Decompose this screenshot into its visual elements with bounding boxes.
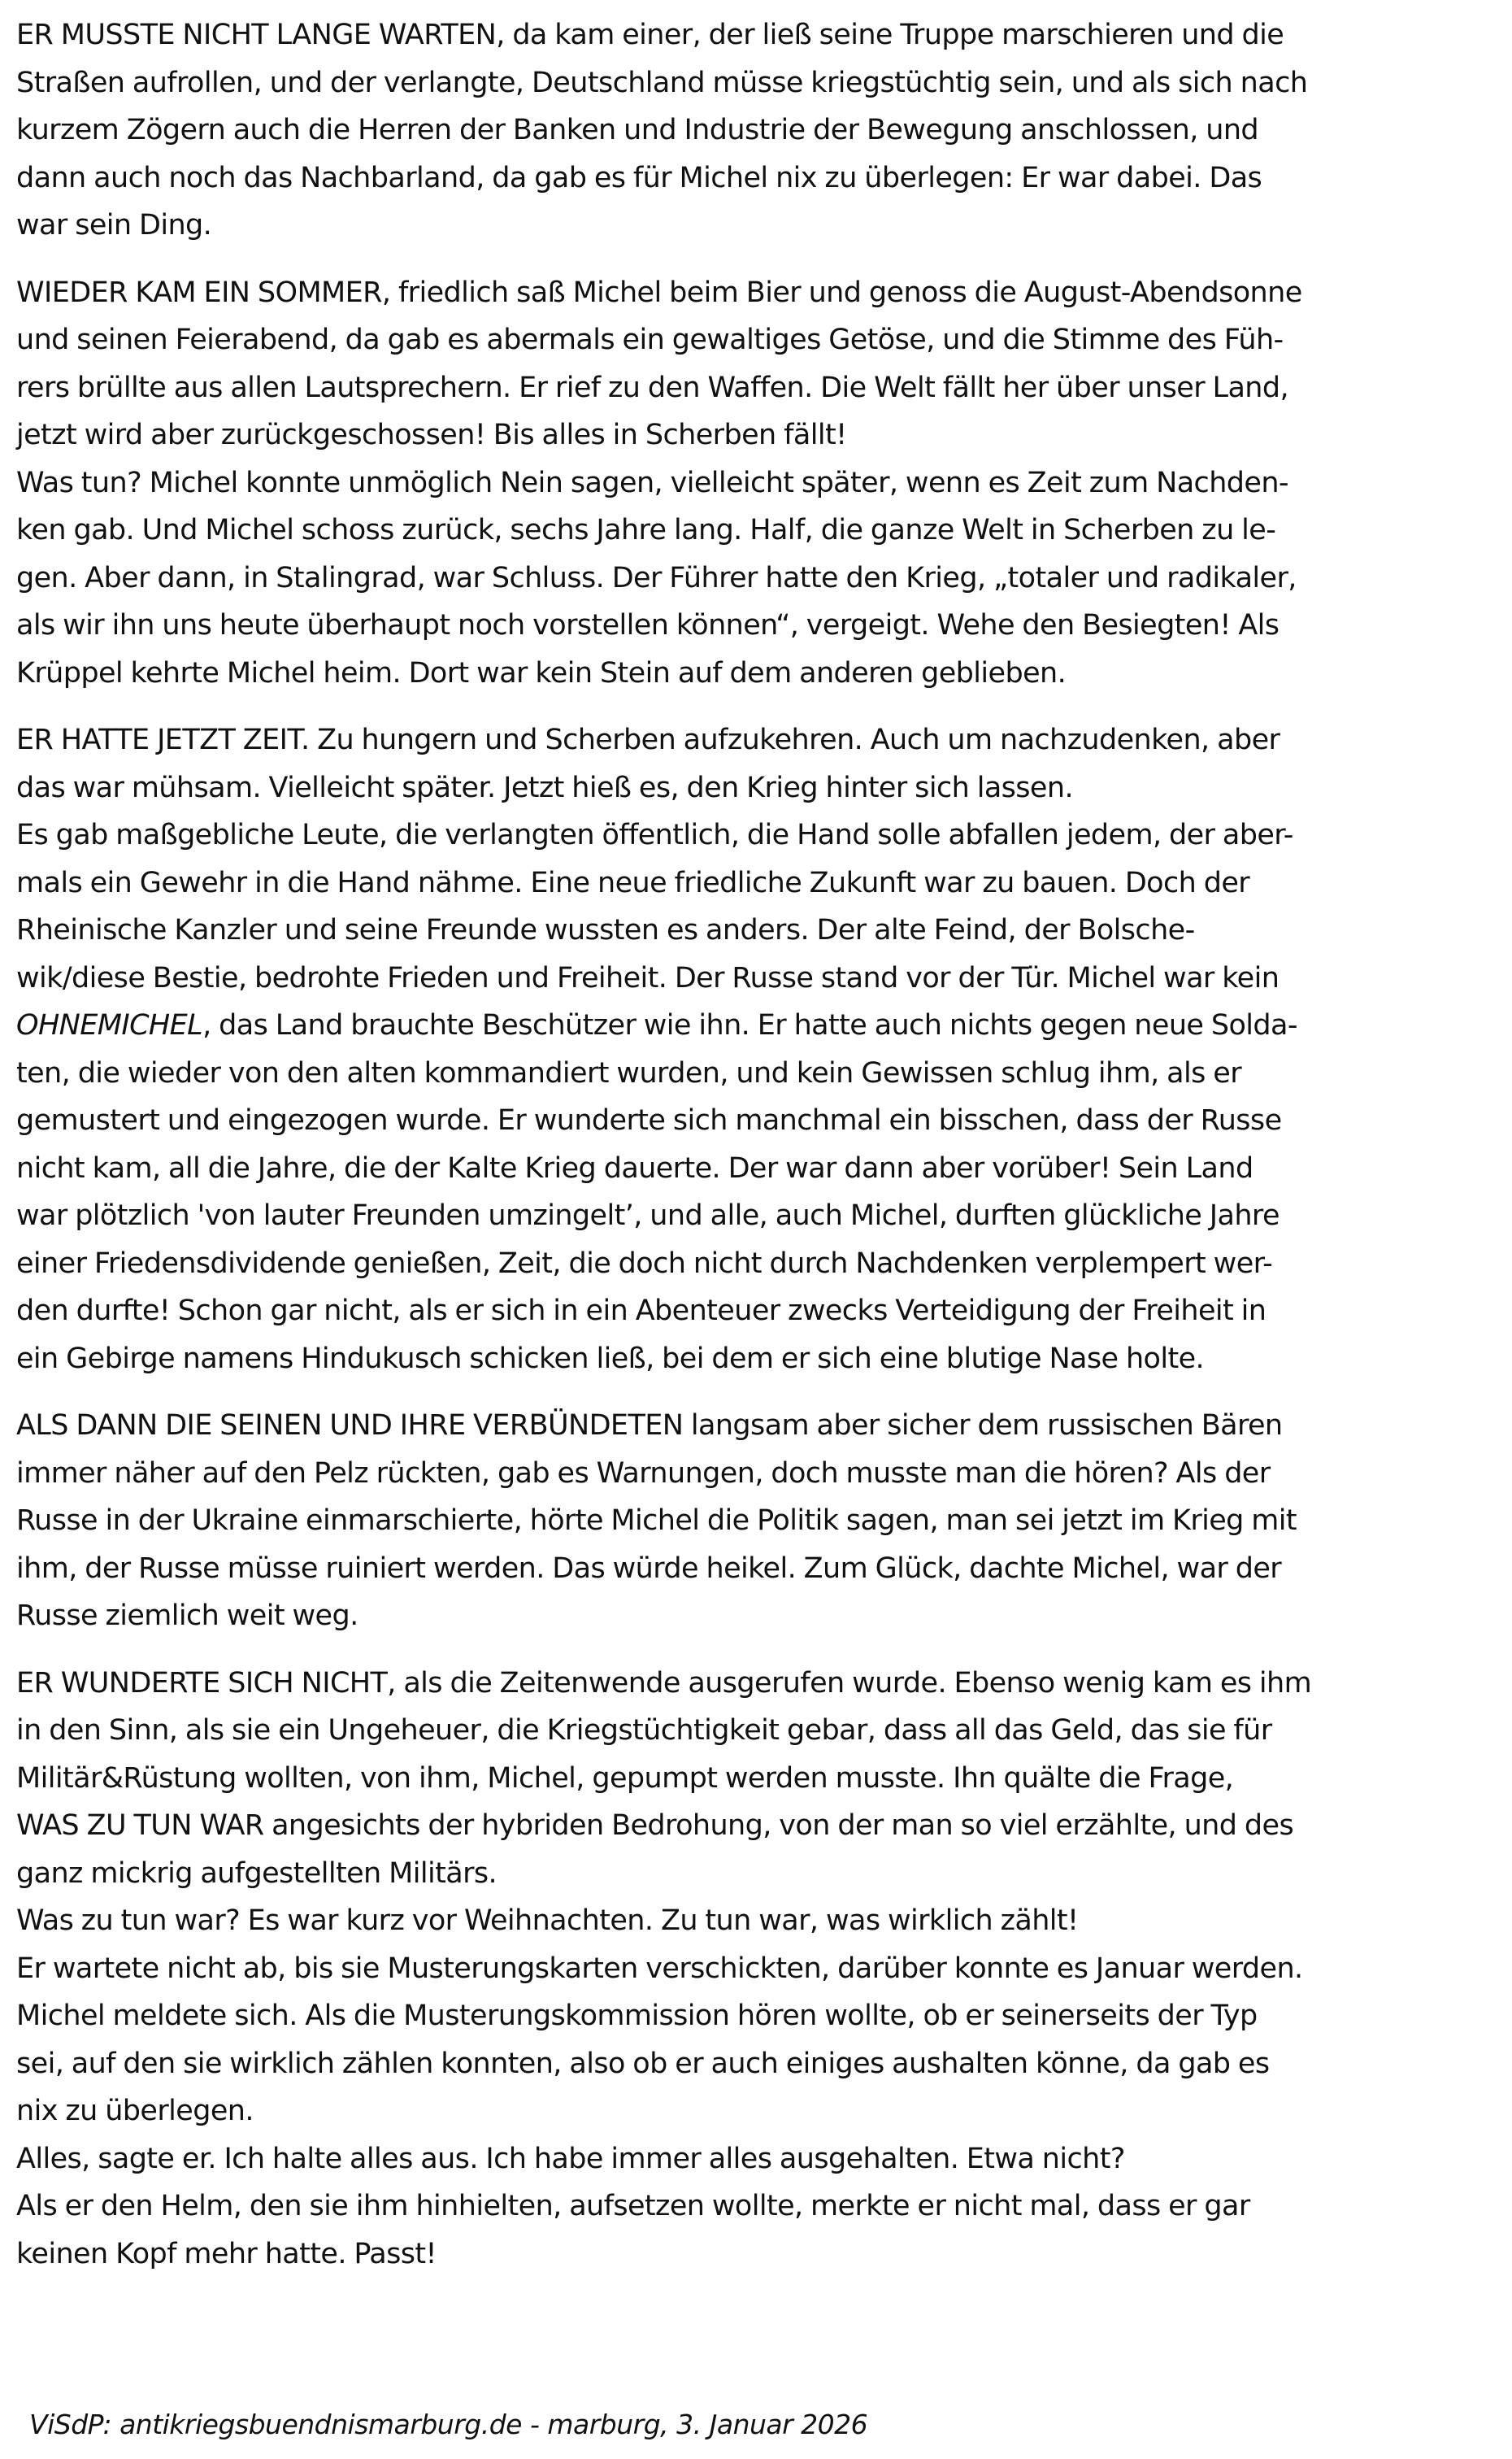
text-line: ihm, der Russe müsse ruiniert werden. Das würde heikel. Zum Glück, dachte Michel, war der [16, 1552, 1282, 1585]
text-line: ken gab. Und Michel schoss zurück, sechs Jahre lang. Half, die ganze Welt in Scherben zu le- [16, 514, 1276, 546]
text-line: wik/diese Bestie, bedrohte Frieden und Freiheit. Der Russe stand vor der Tür. Michel war kein [16, 961, 1280, 994]
document-body [16, 11, 1504, 2297]
text-line: immer näher auf den Pelz rückten, gab es Warnungen, doch musste man die hören? Als der [16, 1456, 1271, 1490]
ohnemichel-italic: OHNEMICHEL [16, 1009, 203, 1042]
text-line: einer Friedensdividende genießen, Zeit, die doch nicht durch Nachdenken verplempert wer- [16, 1247, 1273, 1280]
text-line: jetzt wird aber zurückgeschossen! Bis alles in Scherben fällt! [16, 419, 847, 451]
text-line: dann auch noch das Nachbarland, da gab es für Michel nix zu überlegen: Er war dabei. Das [16, 161, 1262, 194]
ohnemichel-line-rest: , das Land brauchte Beschützer wie ihn. Er hatte auch nichts gegen neue Solda- [202, 1009, 1297, 1042]
text-line: Er wartete nicht ab, bis sie Musterungskarten verschickten, darüber konnte es Januar werden. [16, 1952, 1303, 1985]
text-line: gemustert und eingezogen wurde. Er wunderte sich manchmal ein bisschen, dass der Russe [16, 1104, 1282, 1137]
text-line: ER WUNDERTE SICH NICHT, als die Zeitenwende ausgerufen wurde. Ebenso wenig kam es ihm [16, 1666, 1312, 1700]
paragraph-2 [16, 269, 1504, 698]
text-line: Was zu tun war? Es war kurz vor Weihnachten. Zu tun war, was wirklich zählt! [16, 1904, 1079, 1937]
text-line: Was tun? Michel konnte unmöglich Nein sagen, vielleicht später, wenn es Zeit zum Nachden- [16, 466, 1288, 499]
text-line: Alles, sagte er. Ich halte alles aus. Ich habe immer alles ausgehalten. Etwa nicht? [16, 2142, 1125, 2175]
text-line-ohnemichel [16, 1002, 1504, 1050]
text-line: WIEDER KAM EIN SOMMER, friedlich saß Michel beim Bier und genoss die August-Abendsonne [16, 276, 1302, 309]
text-line: gen. Aber dann, in Stalingrad, war Schluss. Der Führer hatte den Krieg, „totaler und radikaler, [16, 561, 1297, 594]
text-line: sei, auf den sie wirklich zählen konnten, also ob er auch einiges aushalten könne, da gab es [16, 2047, 1270, 2080]
text-line: ER HATTE JETZT ZEIT. Zu hungern und Scherben aufzukehren. Auch um nachzudenken, aber [16, 724, 1280, 756]
text-line: rers brüllte aus allen Lautsprechern. Er rief zu den Waffen. Die Welt fällt her über unser Land, [16, 371, 1289, 404]
text-line: Russe ziemlich weit weg. [16, 1599, 358, 1632]
text-line: als wir ihn uns heute überhaupt noch vorstellen können“, vergeigt. Wehe den Besiegten! Als [16, 609, 1280, 642]
text-line: Russe in der Ukraine einmarschierte, hörte Michel die Politik sagen, man sei jetzt im Krieg mit [16, 1504, 1297, 1537]
text-line: kurzem Zögern auch die Herren der Banken und Industrie der Bewegung anschlossen, und [16, 114, 1259, 146]
text-line: ER MUSSTE NICHT LANGE WARTEN, da kam einer, der ließ seine Truppe marschieren und die [16, 19, 1284, 51]
text-line: den durfte! Schon gar nicht, als er sich in ein Abenteuer zwecks Verteidigung der Freiheit in [16, 1295, 1267, 1327]
text-line: Als er den Helm, den sie ihm hinhielten, aufsetzen wollte, merkte er nicht mal, dass er gar [16, 2190, 1250, 2222]
text-line: und seinen Feierabend, da gab es abermals ein gewaltiges Getöse, und die Stimme des Füh- [16, 324, 1284, 356]
text-line: ten, die wieder von den alten kommandiert wurden, und kein Gewissen schlug ihm, als er [16, 1056, 1242, 1090]
text-line: war plötzlich 'von lauter Freunden umzingelt’, und alle, auch Michel, durften glückliche Jahre [16, 1199, 1280, 1232]
paragraph-3 [16, 716, 1504, 1382]
text-line: war sein Ding. [16, 209, 212, 242]
text-line: Es gab maßgebliche Leute, die verlangten öffentlich, die Hand solle abfallen jedem, der aber- [16, 819, 1293, 851]
footer-imprint: ViSdP: antikriegsbuendnismarburg.de - marburg, 3. Januar 2026 [29, 2409, 868, 2440]
text-line: Militär&Rüstung wollten, von ihm, Michel, gepumpt werden musste. Ihn quälte die Frage, [16, 1761, 1234, 1795]
text-line: ganz mickrig aufgestellten Militärs. [16, 1856, 497, 1890]
text-line: ALS DANN DIE SEINEN UND IHRE VERBÜNDETEN langsam aber sicher dem russischen Bären [16, 1409, 1283, 1442]
paragraph-5 [16, 1660, 1504, 2278]
paragraph-1 [16, 11, 1504, 250]
text-line: Rheinische Kanzler und seine Freunde wussten es anders. Der alte Feind, der Bolsche- [16, 914, 1195, 947]
text-line: mals ein Gewehr in die Hand nähme. Eine neue friedliche Zukunft war zu bauen. Doch der [16, 866, 1250, 899]
text-line: keinen Kopf mehr hatte. Passt! [16, 2237, 437, 2270]
text-line: nicht kam, all die Jahre, die der Kalte Krieg dauerte. Der war dann aber vorüber! Sein Land [16, 1151, 1253, 1185]
text-line: Krüppel kehrte Michel heim. Dort war kein Stein auf dem anderen geblieben. [16, 656, 1067, 690]
text-line: ein Gebirge namens Hindukusch schicken ließ, bei dem er sich eine blutige Nase holte. [16, 1342, 1205, 1375]
text-line: in den Sinn, als sie ein Ungeheuer, die Kriegstüchtigkeit gebar, dass all das Geld, das sie für [16, 1714, 1272, 1747]
text-line: das war mühsam. Vielleicht später. Jetzt hieß es, den Krieg hinter sich lassen. [16, 771, 1073, 804]
paragraph-4 [16, 1402, 1504, 1640]
text-line: Straßen aufrollen, und der verlangte, Deutschland müsse kriegstüchtig sein, und als sich nach [16, 66, 1308, 99]
text-line: WAS ZU TUN WAR angesichts der hybriden Bedrohung, von der man so viel erzählte, und des [16, 1809, 1294, 1842]
text-line: nix zu überlegen. [16, 2095, 254, 2127]
text-line: Michel meldete sich. Als die Musterungskommission hören wollte, ob er seinerseits der Typ [16, 2000, 1258, 2032]
